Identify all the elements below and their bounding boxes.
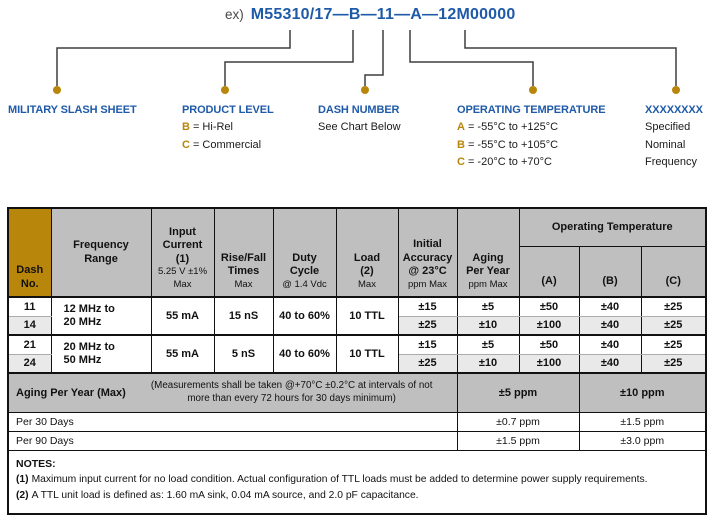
legend-desc: = -20°C to +70°C (467, 156, 552, 168)
cell-aging-24: ±10 (457, 354, 519, 373)
cell-dash-14: 14 (8, 316, 51, 335)
row-per-90-days-10ppm: ±3.0 ppm (579, 431, 706, 450)
cell-dash-24: 24 (8, 354, 51, 373)
aging-title: Aging Per Year (Max) (16, 386, 126, 399)
legend-key: C (182, 138, 190, 151)
header-duty-cycle: Duty Cycle @ 1.4 Vdc (273, 208, 336, 297)
callout-label: DASH NUMBER (318, 104, 400, 116)
cell-rise-fall-1: 15 nS (214, 297, 273, 335)
cell-input-current-2: 55 mA (151, 335, 214, 373)
cell-accuracy-21: ±15 (398, 335, 457, 354)
legend-entry (182, 119, 274, 137)
row-per-30-days-label: Per 30 Days (8, 412, 457, 431)
callout-label: PRODUCT LEVEL (182, 104, 274, 116)
callout-product-level (182, 104, 274, 154)
cell-frequency-range-1: 12 MHz to 20 MHz (51, 297, 151, 335)
note-2: (2) A TTL unit load is defined as: 1.60 mA sink, 0.04 mA source, and 2.0 pF capacitance. (16, 490, 419, 501)
header-initial-accuracy: Initial Accuracy @ 23°C ppm Max (398, 208, 457, 297)
part-number: M55310/17—B—11—A—12M00000 (250, 6, 516, 23)
callout-note: Specified (645, 121, 691, 133)
aging-col-5ppm: ±5 ppm (457, 373, 579, 412)
cell-aging-11: ±5 (457, 297, 519, 316)
cell-duty-cycle-1: 40 to 60% (273, 297, 336, 335)
cell-rise-fall-2: 5 nS (214, 335, 273, 373)
legend-key: C (457, 156, 465, 168)
cell-temp-b-21: ±40 (579, 335, 641, 354)
cell-load-2: 10 TTL (336, 335, 398, 373)
row-per-90-days-5ppm: ±1.5 ppm (457, 431, 579, 450)
row-per-30-days-5ppm: ±0.7 ppm (457, 412, 579, 431)
header-input-current: Input Current (1) 5.25 V ±1% Max (151, 208, 214, 297)
cell-input-current-1: 55 mA (151, 297, 214, 335)
cell-load-1: 10 TTL (336, 297, 398, 335)
legend-entry (457, 119, 605, 137)
callout-dot (53, 86, 61, 94)
cell-aging-14: ±10 (457, 316, 519, 335)
callout-label: MILITARY SLASH SHEET (8, 104, 137, 116)
callout-dot (361, 86, 369, 94)
callout-specified-frequency (645, 104, 703, 172)
cell-accuracy-11: ±15 (398, 297, 457, 316)
cell-duty-cycle-2: 40 to 60% (273, 335, 336, 373)
callout-dot (672, 86, 680, 94)
legend-desc: = Commercial (192, 138, 262, 151)
header-operating-temperature-group: Operating Temperature (519, 208, 706, 246)
callout-label: XXXXXXXX (645, 104, 703, 116)
cell-temp-c-24: ±25 (641, 354, 706, 373)
aging-col-10ppm: ±10 ppm (579, 373, 706, 412)
callout-operating-temperature (457, 104, 605, 172)
callout-dot (221, 86, 229, 94)
cell-temp-a-24: ±100 (519, 354, 579, 373)
legend-desc: = -55°C to +125°C (467, 121, 559, 133)
cell-frequency-range-2: 20 MHz to 50 MHz (51, 335, 151, 373)
cell-temp-a-11: ±50 (519, 297, 579, 316)
cell-temp-b-24: ±40 (579, 354, 641, 373)
cell-temp-b-11: ±40 (579, 297, 641, 316)
header-op-temp-c: (C) (641, 246, 706, 297)
legend-key: B (457, 138, 465, 151)
note-1: (1) Maximum input current for no load condition. Actual configuration of TTL loads must be added to determine power supply requirements. (16, 473, 648, 485)
header-load: Load (2) Max (336, 208, 398, 297)
cell-dash-11: 11 (8, 297, 51, 316)
part-number-diagram (0, 0, 712, 205)
header-op-temp-a: (A) (519, 246, 579, 297)
cell-temp-c-11: ±25 (641, 297, 706, 316)
notes-heading: NOTES: (16, 457, 56, 470)
notes-section (8, 450, 706, 514)
legend-key: B (182, 121, 190, 133)
cell-temp-c-21: ±25 (641, 335, 706, 354)
cell-accuracy-14: ±25 (398, 316, 457, 335)
legend-desc: = Hi-Rel (192, 121, 233, 133)
callout-dot (529, 86, 537, 94)
connector-line-dash-number (365, 30, 383, 86)
aging-per-year-header (8, 373, 457, 412)
cell-accuracy-24: ±25 (398, 354, 457, 373)
callout-note: See Chart Below (318, 121, 401, 133)
legend-key: A (457, 121, 465, 133)
legend-entry (457, 137, 605, 155)
connector-line-frequency (465, 30, 676, 86)
legend-entry (182, 137, 274, 155)
callout-note: Nominal (645, 138, 686, 151)
callout-military-slash-sheet (8, 104, 137, 119)
connector-line-slash-sheet (57, 30, 290, 86)
cell-dash-21: 21 (8, 335, 51, 354)
aging-measurement-note: (Measurements shall be taken @+70°C ±0.2°C at intervals of not more than every 72 hours for 30 days minimum) (150, 380, 433, 404)
header-dash-no: Dash No. (8, 208, 51, 297)
callout-dash-number (318, 104, 401, 137)
cell-temp-a-21: ±50 (519, 335, 579, 354)
example-prefix: ex) (225, 7, 244, 22)
connector-line-op-temp (410, 30, 533, 86)
connector-line-product-level (225, 30, 353, 86)
cell-temp-a-14: ±100 (519, 316, 579, 335)
header-rise-fall-times: Rise/Fall Times Max (214, 208, 273, 297)
row-per-90-days-label: Per 90 Days (8, 431, 457, 450)
legend-desc: = -55°C to +105°C (467, 138, 559, 151)
header-op-temp-b: (B) (579, 246, 641, 297)
legend-entry (457, 154, 605, 172)
callout-note: Frequency (645, 156, 697, 168)
cell-aging-21: ±5 (457, 335, 519, 354)
header-frequency-range: Frequency Range (51, 208, 151, 297)
part-number-example (225, 6, 515, 24)
callout-label: OPERATING TEMPERATURE (457, 104, 606, 116)
cell-temp-c-14: ±25 (641, 316, 706, 335)
cell-temp-b-14: ±40 (579, 316, 641, 335)
spec-table (7, 207, 707, 515)
row-per-30-days-10ppm: ±1.5 ppm (579, 412, 706, 431)
header-aging-per-year: Aging Per Year ppm Max (457, 208, 519, 297)
